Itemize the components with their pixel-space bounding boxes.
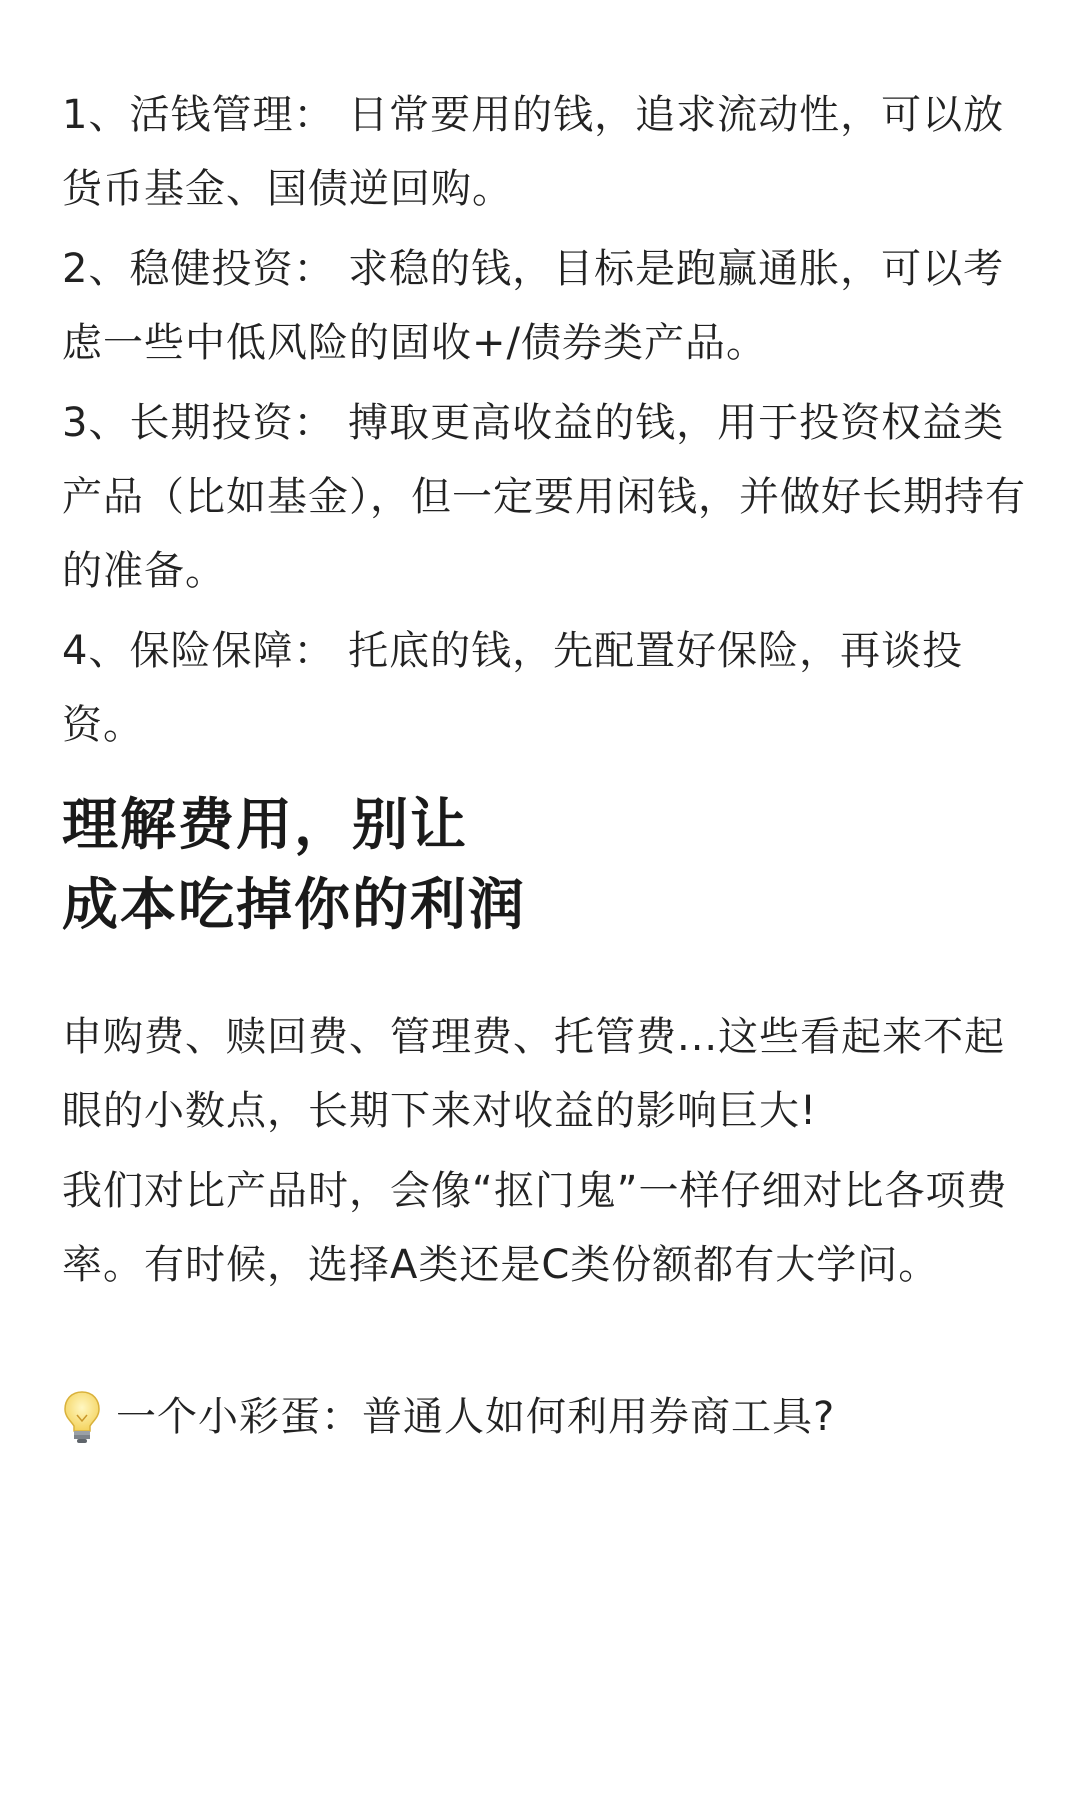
comparison-paragraph: 我们对比产品时，会像“抠门鬼”一样仔细对比各项费率。有时候，选择A类还是C类份额都有大学问。 bbox=[62, 1168, 1008, 1288]
heading-line-1: 理解费用，别让 bbox=[62, 793, 468, 858]
list-item-long-term-investment: 3、长期投资： 搏取更高收益的钱，用于投资权益类产品（比如基金），但一定要用闲钱，并做好长期持有的准备。 bbox=[62, 400, 1026, 594]
tip-text: 一个小彩蛋：普通人如何利用券商工具? bbox=[116, 1394, 836, 1440]
list-item-steady-investment: 2、稳健投资： 求稳的钱，目标是跑赢通胀，可以考虑一些中低风险的固收+/债券类产品。 bbox=[62, 246, 1005, 366]
list-item-insurance: 4、保险保障： 托底的钱，先配置好保险，再谈投资。 bbox=[62, 628, 964, 748]
fees-paragraph: 申购费、赎回费、管理费、托管费...这些看起来不起眼的小数点，长期下来对收益的影响巨大! bbox=[62, 1014, 1006, 1134]
tip-line bbox=[62, 1380, 1030, 1454]
lightbulb-icon bbox=[62, 1389, 102, 1445]
list-item-cash-management: 1、活钱管理： 日常要用的钱，追求流动性，可以放货币基金、国债逆回购。 bbox=[62, 92, 1005, 212]
section-heading bbox=[62, 786, 1030, 946]
heading-line-2: 成本吃掉你的利润 bbox=[62, 873, 526, 938]
